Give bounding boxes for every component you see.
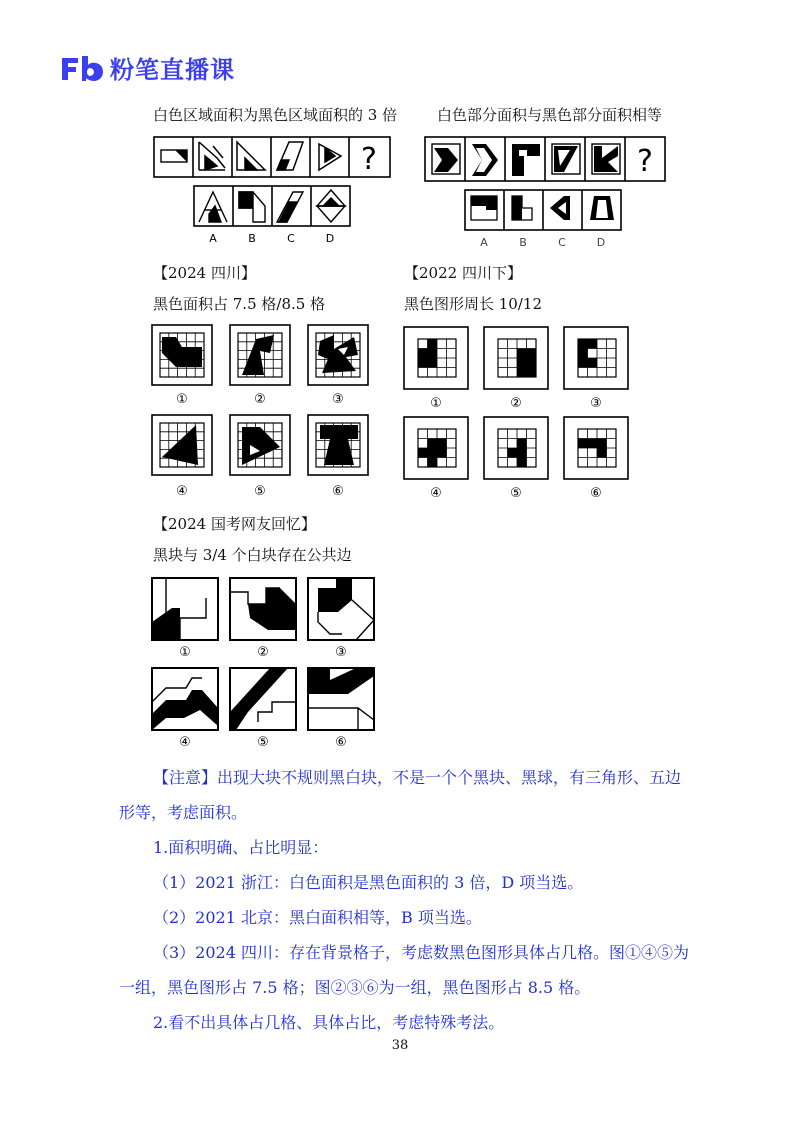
guokao-label-3: ③ (335, 645, 347, 660)
sichuan-2024-label-6: ⑥ (332, 484, 344, 499)
beijing-seq-2 (472, 144, 498, 176)
sichuan-2022-fig-5 (484, 417, 548, 479)
sichuan-2024-label-3: ③ (332, 392, 344, 407)
beijing-option-d (590, 196, 614, 220)
zhejiang-option-d-label: D (325, 232, 335, 245)
sichuan-2022-caption: 黑色图形周长 10/12 (404, 295, 542, 313)
zhejiang-seq-4 (277, 142, 303, 170)
note-item-1c: （3）2024 四川：存在背景格子，考虑数黑色图形具体占几格。图①④⑤为 (153, 943, 689, 962)
beijing-seq-5 (592, 144, 620, 174)
guokao-2024-caption: 黑块与 3/4 个白块存在公共边 (153, 546, 352, 564)
sichuan-2022-fig-6 (564, 417, 628, 479)
beijing-seq-1 (432, 144, 460, 174)
zhejiang-option-b (239, 192, 265, 222)
beijing-seq-3 (512, 144, 540, 176)
zhejiang-option-d (317, 190, 345, 222)
sichuan-2024-tag: 【2024 四川】 (153, 264, 256, 282)
zhejiang-option-c (277, 192, 303, 222)
fb-logo-icon (60, 54, 104, 82)
note-item-2: 2.看不出具体占几格、具体占比，考虑特殊考法。 (153, 1013, 505, 1032)
note-tag: 【注意】 (153, 768, 218, 787)
puzzle-zhejiang-caption: 白色区域面积为黑色区域面积的 3 倍 (153, 106, 398, 124)
zhejiang-seq-2 (199, 142, 225, 170)
guokao-fig-3 (308, 578, 374, 640)
guokao-2024-tag: 【2024 国考网友回忆】 (153, 515, 316, 533)
sichuan-2022-label-6: ⑥ (590, 486, 602, 501)
note-item-1c-cont: 一组，黑色图形占 7.5 格；图②③⑥为一组，黑色图形占 8.5 格。 (119, 978, 591, 997)
sichuan-2022-label-2: ② (510, 396, 522, 411)
sichuan-2024-fig-2 (230, 325, 290, 385)
sichuan-2022-figure (402, 325, 636, 501)
zhejiang-seq-1 (161, 150, 187, 162)
puzzle-beijing-figure (424, 136, 668, 248)
sichuan-2024-figure (150, 323, 390, 505)
beijing-seq-4 (552, 144, 580, 174)
sichuan-2022-fig-2 (484, 327, 548, 389)
zhejiang-option-c-label: C (287, 232, 295, 245)
zhejiang-option-b-label: B (248, 232, 256, 245)
sichuan-2022-tag: 【2022 四川下】 (404, 264, 522, 282)
guokao-fig-1 (152, 578, 218, 640)
puzzle-beijing-caption: 白色部分面积与黑色部分面积相等 (437, 106, 663, 124)
note-line-1 (153, 760, 681, 796)
beijing-option-c-label: C (558, 236, 566, 248)
note-text: 出现大块不规则黑白块，不是一个个黑块、黑球，有三角形、五边 (217, 768, 682, 787)
page-number: 38 (391, 1038, 409, 1053)
beijing-option-b (512, 196, 532, 220)
sichuan-2024-fig-4 (152, 415, 212, 475)
beijing-option-a-label: A (480, 236, 488, 248)
note-line-2: 形等，考虑面积。 (119, 803, 248, 822)
zhejiang-seq-5 (319, 144, 341, 170)
guokao-fig-5 (230, 668, 296, 730)
sichuan-2024-fig-5 (230, 415, 290, 475)
note-item-1a: （1）2021 浙江：白色面积是黑色面积的 3 倍，D 项当选。 (153, 873, 584, 892)
zhejiang-question-mark: ? (361, 142, 377, 177)
brand-logo (60, 50, 235, 85)
sichuan-2022-fig-1 (404, 327, 468, 389)
sichuan-2024-fig-6 (308, 415, 368, 475)
guokao-label-6: ⑥ (335, 735, 347, 750)
guokao-label-5: ⑤ (257, 735, 269, 750)
brand-name: 粉笔直播课 (110, 56, 235, 84)
beijing-option-c (550, 196, 570, 220)
sichuan-2022-label-5: ⑤ (510, 486, 522, 501)
guokao-label-4: ④ (179, 735, 191, 750)
sichuan-2024-fig-3 (308, 325, 368, 385)
sichuan-2022-fig-3 (564, 327, 628, 389)
guokao-2024-figure (150, 576, 382, 752)
sichuan-2024-label-1: ① (176, 392, 188, 407)
beijing-option-a (471, 196, 497, 220)
sichuan-2022-label-1: ① (430, 396, 442, 411)
zhejiang-option-a (199, 192, 227, 222)
sichuan-2024-label-2: ② (254, 392, 266, 407)
sichuan-2024-caption: 黑色面积占 7.5 格/8.5 格 (153, 295, 326, 313)
beijing-question-mark: ? (637, 144, 653, 179)
sichuan-2022-label-4: ④ (430, 486, 442, 501)
sichuan-2022-label-3: ③ (590, 396, 602, 411)
guokao-fig-4 (152, 668, 218, 730)
guokao-fig-6 (308, 668, 374, 730)
note-item-1b: （2）2021 北京：黑白面积相等，B 项当选。 (153, 908, 482, 927)
zhejiang-seq-3 (237, 142, 265, 170)
beijing-option-d-label: D (596, 236, 606, 248)
sichuan-2024-label-4: ④ (176, 484, 188, 499)
zhejiang-option-a-label: A (209, 232, 217, 245)
guokao-label-2: ② (257, 645, 269, 660)
guokao-label-1: ① (179, 645, 191, 660)
note-item-1: 1.面积明确、占比明显： (153, 838, 329, 857)
sichuan-2024-label-5: ⑤ (254, 484, 266, 499)
beijing-option-b-label: B (519, 236, 527, 248)
sichuan-2022-fig-4 (404, 417, 468, 479)
puzzle-zhejiang-figure (153, 136, 393, 248)
guokao-fig-2 (230, 578, 296, 640)
sichuan-2024-fig-1 (152, 325, 212, 385)
